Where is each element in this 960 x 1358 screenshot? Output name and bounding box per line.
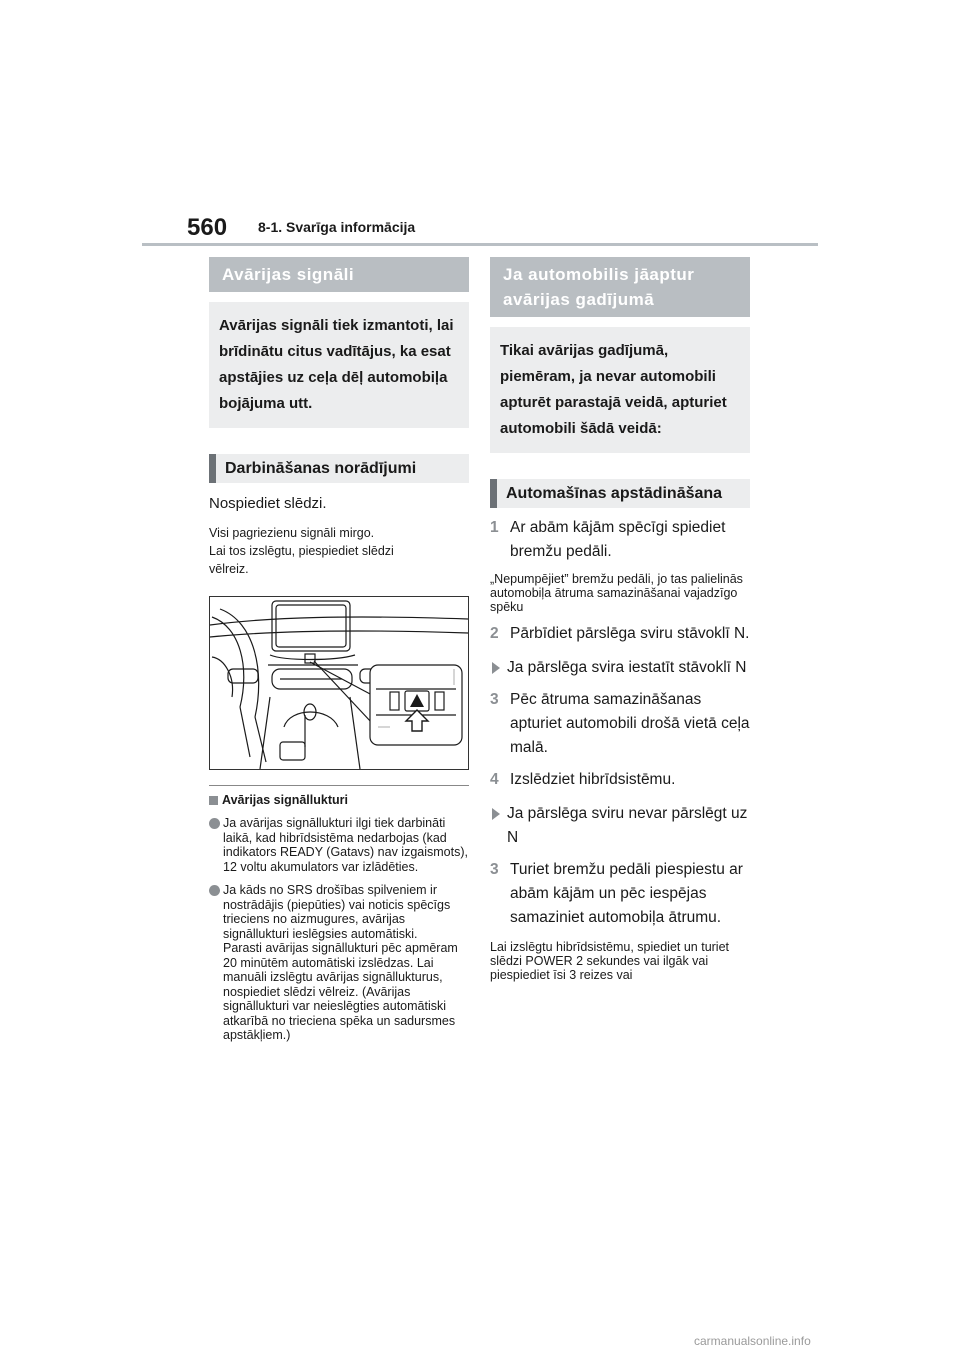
round-bullet-icon xyxy=(209,885,220,896)
step-text: Izslēdziet hibrīdsistēmu. xyxy=(510,771,676,788)
step-text: Pārbīdiet pārslēga sviru stāvoklī N. xyxy=(510,625,750,642)
list-item xyxy=(209,883,469,1043)
right-column xyxy=(490,257,750,982)
step-text: Ar abām kājām spēcīgi spiediet bremžu pedāli. xyxy=(510,519,726,560)
step-number: 4 xyxy=(490,771,499,788)
step-1 xyxy=(490,516,750,564)
step-number: 3 xyxy=(490,691,499,708)
list-item-text: Ja avārijas signāllukturi ilgi tiek darbināti laikā, kad hibrīdsistēma nedarbojas (kad indikators READY (Gatavs) nav izgaismots), 12 voltu akumulators var izlādēties. xyxy=(223,816,468,874)
list-item xyxy=(209,816,469,874)
note-line: Visi pagriezienu signāli mirgo. xyxy=(209,526,375,540)
step-3 xyxy=(490,688,750,760)
section-title-emergency-stop: Ja automobilis jāaptur avārijas gadījumā xyxy=(490,257,750,317)
step-number: 1 xyxy=(490,519,499,536)
figure-divider xyxy=(209,785,469,786)
watermark: carmanualsonline.info xyxy=(694,1334,811,1348)
brake-note: „Nepumpējiet” bremžu pedāli, jo tas palielinās automobiļa ātruma samazināšanai vajadzīgo spēku xyxy=(490,572,743,614)
step-number: 3 xyxy=(490,861,499,878)
left-column xyxy=(209,257,469,1043)
square-bullet-icon xyxy=(209,796,218,805)
note-line: vēlreiz. xyxy=(209,562,249,576)
condition-text: Ja pārslēga sviru nevar pārslēgt uz N xyxy=(507,805,748,846)
condition-cannot-shift xyxy=(490,802,750,850)
step-text: Turiet bremžu pedāli piespiestu ar abām kājām un pēc iespējas samaziniet automobiļa ātrumu. xyxy=(510,861,743,926)
step-2 xyxy=(490,622,750,646)
step-3-alt xyxy=(490,858,750,930)
step-text: Pēc ātruma samazināšanas apturiet automobili drošā vietā ceļa malā. xyxy=(510,691,750,756)
instruction-text: Nospiediet slēdzi. xyxy=(209,495,327,512)
triangle-arrow-icon xyxy=(492,808,500,820)
list-item-text: Ja kāds no SRS drošības spilveniem ir nostrādājis (piepūties) vai noticis spēcīgs trieciens no aizmugures, avārijas signāllukturi ieslēgsies automātiski. Parasti avārijas signāllukturi pēc apmēram 20 minūtēm automātiski izslēdzas. Lai manuāli izslēgtu avārijas signāllukturus, nospiediet slēdzi vēlreiz. (Avārijas signāllukturi var neieslēgties automātiski atkarībā no trieciena spēka un sadursmes apstākļiem.) xyxy=(223,883,458,1042)
condition-shift-to-n xyxy=(490,656,750,680)
step-number: 2 xyxy=(490,625,499,642)
condition-text: Ja pārslēga svira iestatīt stāvoklī N xyxy=(507,659,747,676)
section-title-hazard: Avārijas signāli xyxy=(209,257,469,292)
triangle-arrow-icon xyxy=(492,662,500,674)
hazard-summary: Avārijas signāli tiek izmantoti, lai brīdinātu citus vadītājus, ka esat apstājies uz ceļa dēļ automobiļa bojājuma utt. xyxy=(209,302,469,428)
header-rule xyxy=(142,243,818,246)
section-reference: 8-1. Svarīga informācija xyxy=(258,219,416,235)
instruction-note xyxy=(209,524,469,578)
round-bullet-icon xyxy=(209,818,220,829)
emergency-summary: Tikai avārijas gadījumā, piemēram, ja nevar automobili apturēt parastajā veidā, apturiet automobili šādā veidā: xyxy=(490,327,750,453)
note-line: Lai tos izslēgtu, piespiediet slēdzi xyxy=(209,544,394,558)
dashboard-illustration xyxy=(209,596,469,770)
step-4 xyxy=(490,768,750,792)
power-switch-note: Lai izslēgtu hibrīdsistēmu, spiediet un turiet slēdzi POWER 2 sekundes vai ilgāk vai piespiediet īsi 3 reizes vai xyxy=(490,940,730,982)
hazard-lights-heading-text: Avārijas signāllukturi xyxy=(222,793,348,807)
page-number: 560 xyxy=(187,214,228,241)
hazard-lights-heading xyxy=(209,793,469,807)
operating-instructions-heading: Darbināšanas norādījumi xyxy=(209,454,469,483)
stopping-vehicle-heading: Automašīnas apstādināšana xyxy=(490,479,750,508)
